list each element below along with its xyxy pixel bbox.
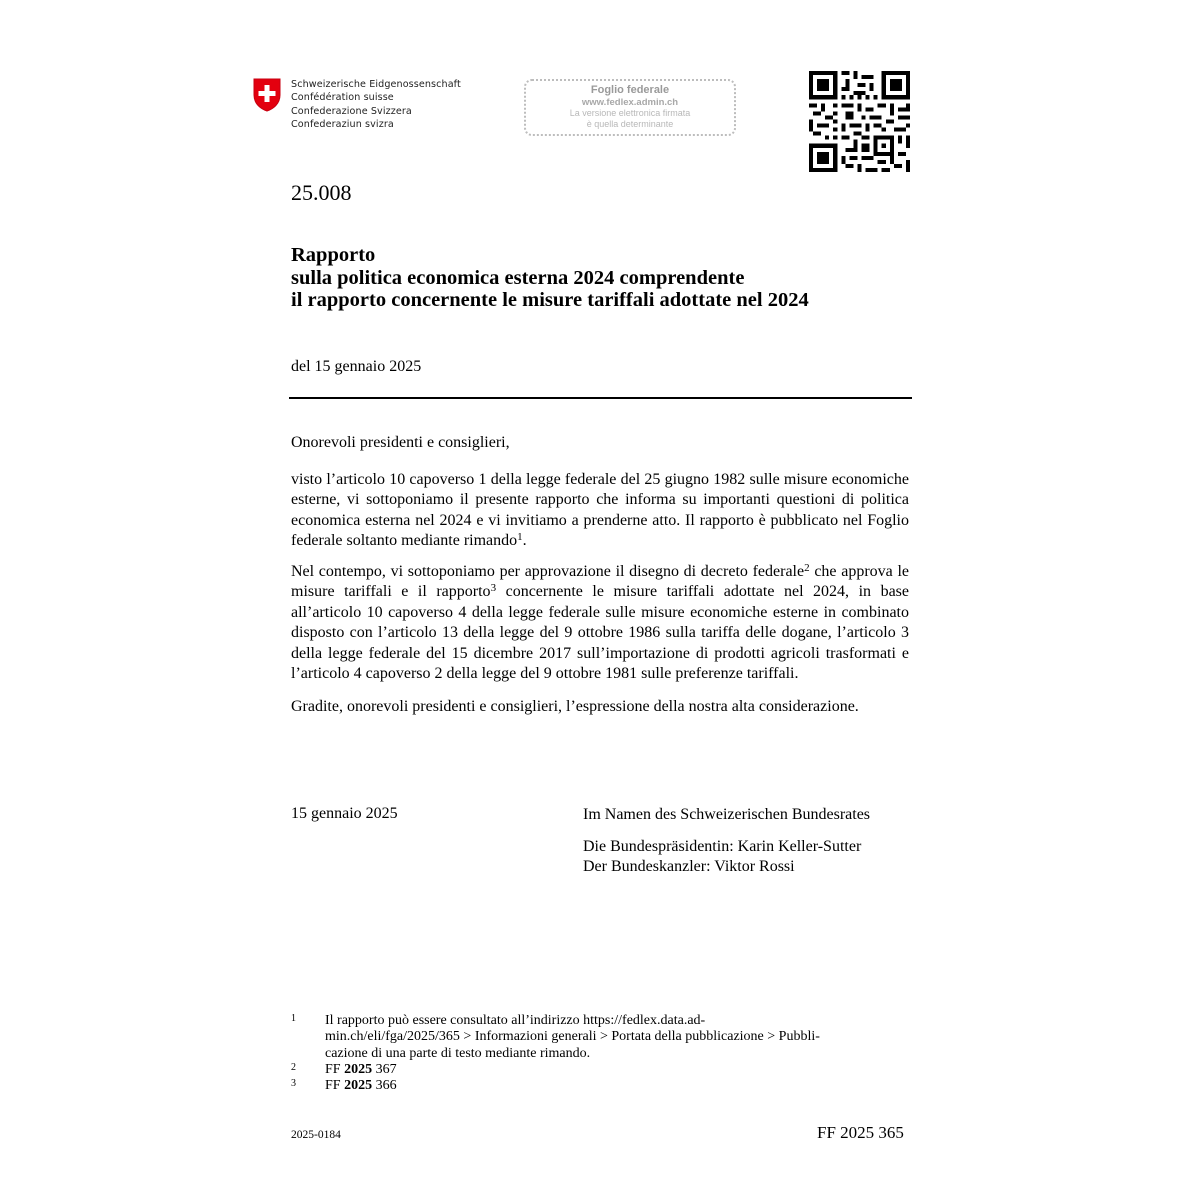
footnote-3 bbox=[291, 1078, 906, 1094]
footnote-text bbox=[325, 1078, 906, 1094]
footnote-number: 2 bbox=[291, 1061, 296, 1073]
signature-line-1: Im Namen des Schweizerischen Bundesrates bbox=[583, 806, 871, 823]
publication-stamp bbox=[524, 79, 736, 136]
paragraph-2-part3: concernente le misure tariffali adottate nel 2024, in base all’articolo 10 capoverso 4 della legge federale sulle misure economiche esterne in combinato disposto con l’articolo 13 della legge del 9 ottobre 1986 sulla tariffa delle dogane, l’articolo 3 della legge federale del 15 dicembre 2017 sull’importazione di prodotti agricoli trasformati e l’articolo 4 capoverso 2 della legge del 9 ottobre 1981 sulle preferenze tariffali. bbox=[291, 583, 909, 682]
footnote-number: 3 bbox=[291, 1078, 296, 1090]
paragraph-2-part1: Nel contempo, vi sottoponiamo per approvazione il disegno di decreto federale bbox=[291, 562, 805, 580]
confederation-name-de: Schweizerische Eidgenossenschaft bbox=[291, 79, 461, 90]
closing-paragraph: Gradite, onorevoli presidenti e consiglieri, l’espressione della nostra alta considerazione. bbox=[291, 697, 859, 715]
document-title bbox=[291, 244, 809, 312]
confederation-logo bbox=[253, 78, 461, 132]
confederation-name-fr: Confédération suisse bbox=[291, 92, 394, 104]
signature-line-3: Der Bundeskanzler: Viktor Rossi bbox=[583, 858, 795, 875]
ff-year: 2025 bbox=[344, 1078, 373, 1094]
footnote-ref-2[interactable]: 2 bbox=[804, 561, 810, 574]
footnote-1-line-3: cazione di una parte di testo mediante rimando. bbox=[325, 1045, 591, 1061]
qr-code-icon bbox=[809, 71, 910, 172]
paragraph-1-end: . bbox=[522, 532, 527, 549]
stamp-note-line2: è quella determinante bbox=[586, 119, 674, 129]
stamp-title: Foglio federale bbox=[590, 84, 670, 96]
footnote-text bbox=[325, 1062, 906, 1078]
paragraph-1 bbox=[291, 470, 909, 552]
federal-gazette-reference: FF 2025 365 bbox=[817, 1123, 904, 1142]
signature-gap bbox=[583, 826, 870, 837]
stamp-note-line1: La versione elettronica firmata bbox=[569, 108, 691, 118]
title-line-3: il rapporto concernente le misure tariffali adottate nel 2024 bbox=[291, 289, 809, 311]
signature-block bbox=[583, 805, 870, 878]
footnote-2 bbox=[291, 1062, 906, 1078]
horizontal-divider bbox=[289, 397, 912, 399]
ff-prefix: FF bbox=[325, 1078, 341, 1094]
footnote-text bbox=[325, 1013, 906, 1062]
confederation-name-rm: Confederaziun svizra bbox=[291, 119, 394, 131]
footnote-number: 1 bbox=[291, 1013, 296, 1024]
ff-prefix: FF bbox=[325, 1061, 341, 1077]
paragraph-2 bbox=[291, 562, 909, 685]
stamp-url: www.fedlex.admin.ch bbox=[581, 97, 679, 108]
confederation-name-it: Confederazione Svizzera bbox=[291, 105, 412, 117]
document-number: 25.008 bbox=[291, 180, 352, 205]
footnote-ref-3[interactable]: 3 bbox=[490, 582, 497, 594]
footnote-1-line-1: Il rapporto può essere consultato all’indirizzo https://fedlex.data.ad- bbox=[325, 1013, 706, 1028]
signature-line-2: Die Bundespräsidentin: Karin Keller-Sutter bbox=[583, 837, 862, 855]
ff-page: 367 bbox=[375, 1061, 397, 1077]
salutation: Onorevoli presidenti e consiglieri, bbox=[291, 434, 510, 451]
confederation-names bbox=[291, 78, 461, 132]
swiss-cross-shield-icon bbox=[253, 78, 281, 112]
footnotes bbox=[291, 1013, 906, 1094]
title-line-2: sulla politica economica esterna 2024 comprendente bbox=[291, 266, 745, 289]
message-body bbox=[291, 433, 909, 717]
document-date: del 15 gennaio 2025 bbox=[291, 358, 422, 375]
ff-year: 2025 bbox=[344, 1061, 373, 1077]
title-line-1: Rapporto bbox=[291, 244, 376, 266]
footnote-1 bbox=[291, 1013, 906, 1062]
document-code: 2025-0184 bbox=[291, 1129, 341, 1141]
footnote-1-line-2: min.ch/eli/fga/2025/365 > Informazioni generali > Portata della pubblicazione > Pubbli- bbox=[325, 1029, 820, 1045]
signature-date: 15 gennaio 2025 bbox=[291, 805, 398, 822]
ff-page: 366 bbox=[375, 1078, 397, 1094]
paragraph-2-part2: che approva le misure tariffali e il rapporto bbox=[291, 562, 910, 600]
footnote-ref-1[interactable]: 1 bbox=[517, 531, 523, 543]
paragraph-1-text: visto l’articolo 10 capoverso 1 della legge federale del 25 giugno 1982 sulle misure economiche esterne, vi sottoponiamo il presente rapporto che informa su importanti questioni di politica economica esterna nel 2024 e vi invitiamo a prenderne atto. Il rapporto è pubblicato nel Foglio federale soltanto mediante rimando bbox=[291, 470, 909, 549]
